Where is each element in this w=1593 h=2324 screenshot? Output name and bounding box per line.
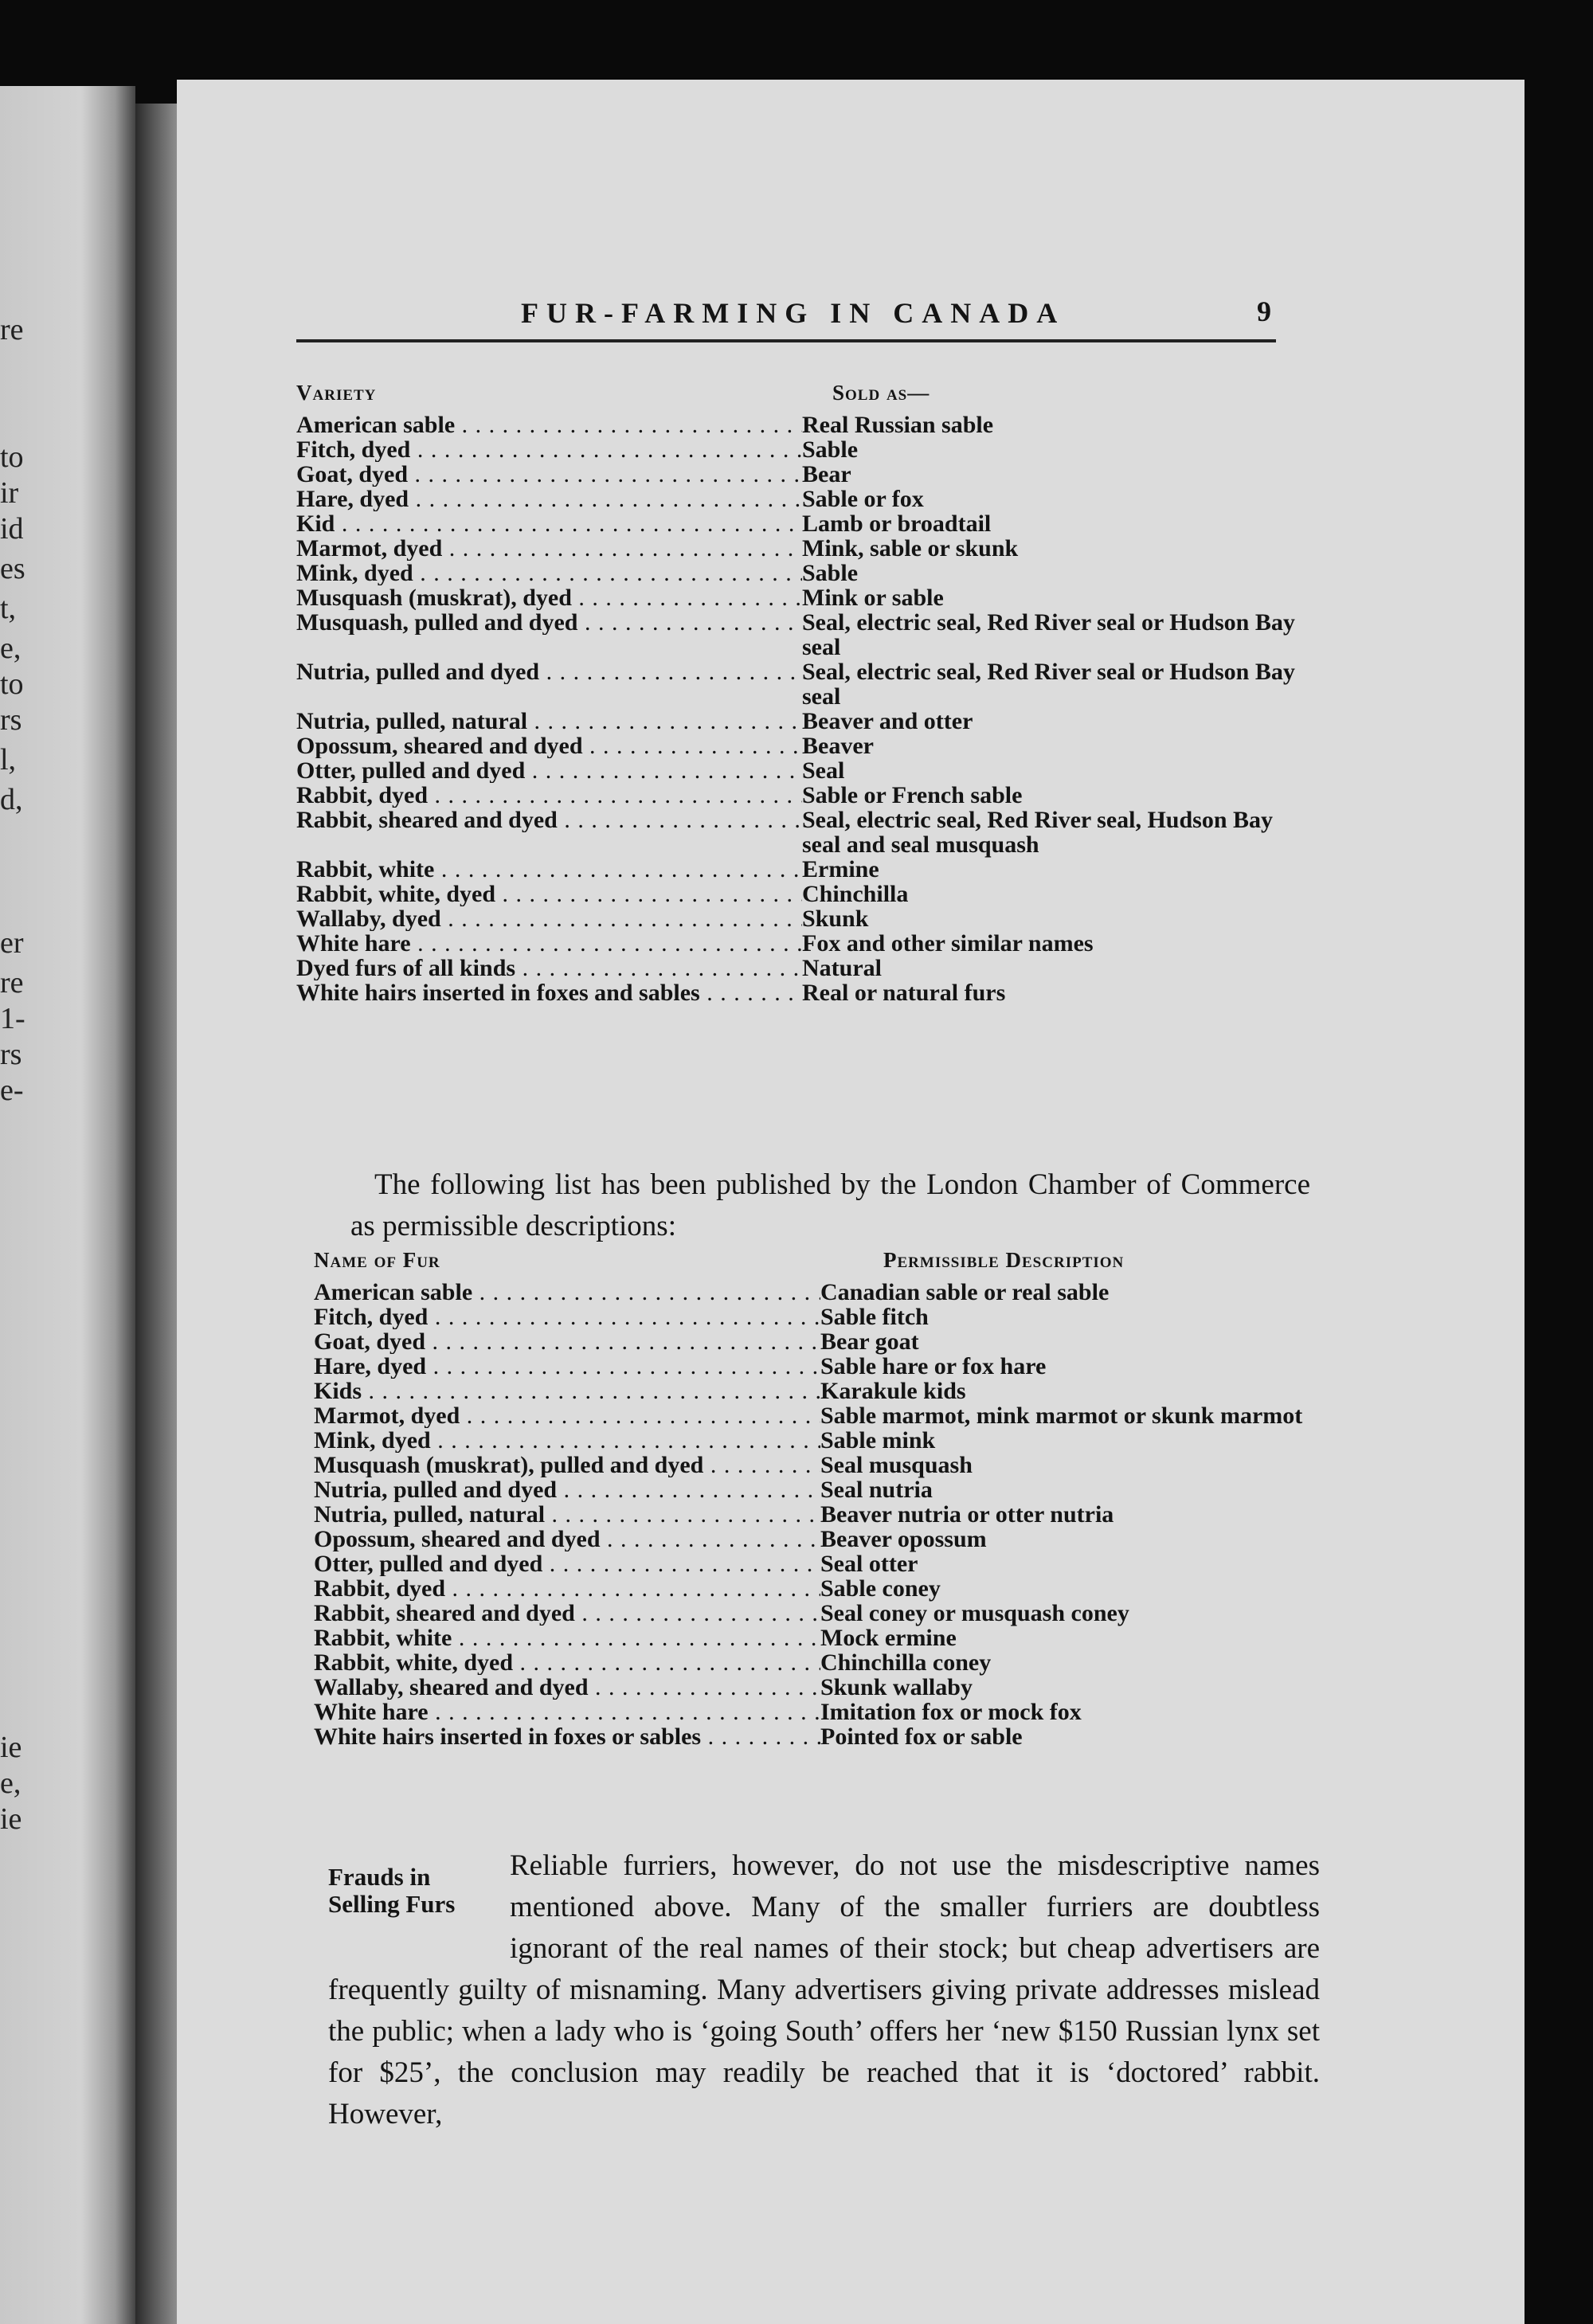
- fur-name-cell: Rabbit, white, dyed . . .: [296, 882, 802, 906]
- fur-name-cell: Marmot, dyed . . .: [296, 536, 802, 561]
- description-cell: Ermine: [802, 856, 879, 882]
- description-cell: Sable coney: [820, 1575, 941, 1602]
- description-cell: Real or natural furs: [802, 980, 1006, 1006]
- facing-page-text-fragment: l,: [0, 743, 17, 777]
- fur-name-cell: Goat, dyed . . .: [314, 1329, 820, 1354]
- facing-page-text-fragment: 1-: [0, 1002, 25, 1035]
- table-header: [314, 1248, 1317, 1280]
- facing-page-text-fragment: ir: [0, 476, 19, 510]
- facing-page-text-fragment: er: [0, 926, 24, 960]
- description-cell: Beaver and otter: [802, 708, 973, 734]
- facing-page-text-fragment: rs: [0, 703, 22, 737]
- frauds-paragraph-text: Reliable furriers, however, do not use the misdescriptive names mentioned above. Many of the smaller furriers are doubtless ignorant of the real names of their stock; but cheap advertisers are frequently guilty of misnaming. Many advertisers giving private addresses mislead the public; when a lady who is ‘going South’ offers her ‘new $150 Russian lynx set for $25’, the conclusion may readily be reached that it is ‘doctored’ rabbit. However,: [328, 1849, 1320, 2130]
- table-row: [314, 1527, 1317, 1551]
- fur-name-cell: Marmot, dyed . . .: [314, 1403, 820, 1428]
- description-cell: Skunk wallaby: [820, 1674, 973, 1700]
- description-cell: Seal: [802, 757, 845, 784]
- description-cell: Beaver opossum: [820, 1526, 987, 1552]
- fur-name-cell: Musquash (muskrat), pulled and dyed . . .: [314, 1453, 820, 1477]
- table-row: [314, 1502, 1317, 1527]
- description-cell: Sable fitch: [820, 1304, 929, 1330]
- description-cell: Mock ermine: [820, 1625, 957, 1651]
- fur-name-cell: White hairs inserted in foxes and sables . . .: [296, 980, 802, 1005]
- fur-name-cell: Wallaby, dyed . . .: [296, 906, 802, 931]
- description-cell: Beaver: [802, 733, 874, 759]
- facing-page-text-fragment: e,: [0, 632, 22, 665]
- table-row: [314, 1551, 1317, 1576]
- fur-name-cell: Rabbit, sheared and dyed . . .: [296, 808, 802, 832]
- description-cell: Bear goat: [820, 1328, 919, 1355]
- table-row: [296, 585, 1308, 610]
- description-cell: Seal nutria: [820, 1477, 933, 1503]
- table-body: [296, 413, 1308, 1005]
- table-row: [314, 1403, 1317, 1428]
- table-row: [296, 906, 1308, 931]
- facing-page-text-fragment: re: [0, 966, 24, 1000]
- table-row: [296, 610, 1308, 659]
- permissible-description-column-header: Permissible Description: [883, 1248, 1125, 1272]
- fur-name-cell: American sable . . .: [314, 1280, 820, 1305]
- description-cell: Sable mink: [820, 1427, 936, 1453]
- fur-name-cell: Mink, dyed . . .: [314, 1428, 820, 1453]
- table-row: [314, 1576, 1317, 1601]
- table-row: [296, 561, 1308, 585]
- table-row: [296, 808, 1308, 857]
- description-cell: Mink or sable: [802, 585, 944, 611]
- fur-name-cell: Rabbit, white, dyed . . .: [314, 1650, 820, 1675]
- description-cell: Imitation fox or mock fox: [820, 1699, 1082, 1725]
- table-row: [296, 437, 1308, 462]
- description-cell: Sable or French sable: [802, 782, 1023, 808]
- description-cell: Seal musquash: [820, 1452, 973, 1478]
- intro-paragraph: The following list has been published by the London Chamber of Commerce as permissible descriptions:: [350, 1168, 1310, 1242]
- table-row: [296, 462, 1308, 487]
- table-row: [314, 1650, 1317, 1675]
- description-cell: Seal, electric seal, Red River seal or Hudson Bay seal: [802, 609, 1295, 660]
- fur-name-cell: Otter, pulled and dyed . . .: [314, 1551, 820, 1576]
- fur-name-cell: Nutria, pulled and dyed . . .: [296, 659, 802, 684]
- fur-name-cell: White hare . . .: [314, 1700, 820, 1724]
- description-cell: Skunk: [802, 906, 869, 932]
- table-row: [314, 1305, 1317, 1329]
- description-cell: Seal otter: [820, 1551, 918, 1577]
- table-row: [296, 709, 1308, 734]
- facing-page-text-fragment: re: [0, 313, 24, 346]
- fur-name-cell: Mink, dyed . . .: [296, 561, 802, 585]
- description-cell: Seal, electric seal, Red River seal or Hudson Bay seal: [802, 659, 1295, 710]
- facing-page-text-fragment: e-: [0, 1074, 24, 1107]
- table-row: [314, 1700, 1317, 1724]
- fur-name-cell: Otter, pulled and dyed . . .: [296, 758, 802, 783]
- facing-page-text-fragment: rs: [0, 1038, 22, 1071]
- table-row: [296, 783, 1308, 808]
- table-row: [296, 487, 1308, 511]
- fur-name-cell: Nutria, pulled and dyed . . .: [314, 1477, 820, 1502]
- fur-name-cell: Fitch, dyed . . .: [296, 437, 802, 462]
- description-cell: Seal, electric seal, Red River seal, Hudson Bay seal and seal musquash: [802, 807, 1274, 858]
- variety-column-header: Variety: [296, 381, 377, 405]
- table-row: [296, 413, 1308, 437]
- side-heading-line: Selling Furs: [328, 1890, 456, 1918]
- fur-name-cell: Rabbit, dyed . . .: [314, 1576, 820, 1601]
- table-row: [314, 1601, 1317, 1626]
- fur-name-cell: Kids . . .: [314, 1379, 820, 1403]
- left-page-edge: [0, 86, 135, 2324]
- table-row: [296, 536, 1308, 561]
- description-cell: Chinchilla coney: [820, 1649, 992, 1676]
- description-cell: Natural: [802, 955, 882, 981]
- fur-name-cell: Goat, dyed . . .: [296, 462, 802, 487]
- description-cell: Sable: [802, 560, 859, 586]
- side-heading-gutter: [328, 1845, 510, 1970]
- description-cell: Beaver nutria or otter nutria: [820, 1501, 1114, 1528]
- table-row: [314, 1354, 1317, 1379]
- running-title: FUR-FARMING IN CANADA: [521, 297, 1066, 329]
- fur-name-cell: Opossum, sheared and dyed . . .: [296, 734, 802, 758]
- fur-name-cell: Dyed furs of all kinds . . .: [296, 956, 802, 980]
- fur-name-cell: Rabbit, white . . .: [314, 1626, 820, 1650]
- description-cell: Sable marmot, mink marmot or skunk marmot: [820, 1403, 1303, 1429]
- fur-name-cell: Hare, dyed . . .: [296, 487, 802, 511]
- table-row: [296, 980, 1308, 1005]
- table-header: [296, 381, 1308, 413]
- fur-name-cell: Nutria, pulled, natural . . .: [296, 709, 802, 734]
- description-cell: Canadian sable or real sable: [820, 1279, 1110, 1305]
- table-row: [314, 1329, 1317, 1354]
- book-spine-shadow: [135, 104, 183, 2324]
- table-row: [314, 1675, 1317, 1700]
- fur-name-cell: White hairs inserted in foxes or sables . . .: [314, 1724, 820, 1749]
- fur-name-cell: Opossum, sheared and dyed . . .: [314, 1527, 820, 1551]
- description-cell: Mink, sable or skunk: [802, 535, 1019, 561]
- table-row: [314, 1724, 1317, 1749]
- table-row: [296, 758, 1308, 783]
- description-cell: Bear: [802, 461, 851, 487]
- description-cell: Karakule kids: [820, 1378, 966, 1404]
- fur-name-cell: Rabbit, sheared and dyed . . .: [314, 1601, 820, 1626]
- frauds-paragraph: [328, 1845, 1320, 2135]
- name-of-fur-column-header: Name of Fur: [314, 1248, 440, 1272]
- description-cell: Lamb or broadtail: [802, 511, 992, 537]
- table-row: [296, 931, 1308, 956]
- side-heading-line: Frauds in: [328, 1863, 431, 1891]
- table-row: [314, 1453, 1317, 1477]
- table-row: [296, 857, 1308, 882]
- facing-page-text-fragment: to: [0, 440, 24, 474]
- fur-name-cell: Kid . . .: [296, 511, 802, 536]
- table-row: [314, 1280, 1317, 1305]
- description-cell: Sable or fox: [802, 486, 924, 512]
- table-row: [296, 511, 1308, 536]
- facing-page-text-fragment: to: [0, 667, 24, 701]
- fur-name-cell: White hare . . .: [296, 931, 802, 956]
- description-cell: Chinchilla: [802, 881, 909, 907]
- table-row: [296, 659, 1308, 709]
- table-row: [314, 1477, 1317, 1502]
- facing-page-text-fragment: ie: [0, 1731, 22, 1764]
- permissible-description-table: [314, 1248, 1317, 1749]
- sold-as-column-header: Sold as—: [832, 381, 930, 405]
- fur-name-cell: Nutria, pulled, natural . . .: [314, 1502, 820, 1527]
- page-number: 9: [1257, 295, 1271, 327]
- fur-name-cell: American sable . . .: [296, 413, 802, 437]
- fur-name-cell: Rabbit, white . . .: [296, 857, 802, 882]
- facing-page-text-fragment: id: [0, 512, 24, 546]
- table-row: [296, 882, 1308, 906]
- table-row: [296, 956, 1308, 980]
- facing-page-text-fragment: ie: [0, 1802, 22, 1836]
- fur-name-cell: Hare, dyed . . .: [314, 1354, 820, 1379]
- facing-page-text-fragment: t,: [0, 592, 17, 625]
- table-row: [314, 1379, 1317, 1403]
- running-header: [296, 296, 1276, 342]
- fur-name-cell: Rabbit, dyed . . .: [296, 783, 802, 808]
- fur-name-cell: Fitch, dyed . . .: [314, 1305, 820, 1329]
- fur-name-cell: Musquash (muskrat), dyed . . .: [296, 585, 802, 610]
- table-row: [314, 1626, 1317, 1650]
- fur-name-cell: Musquash, pulled and dyed . . .: [296, 610, 802, 635]
- table-row: [296, 734, 1308, 758]
- facing-page-text-fragment: es: [0, 552, 25, 585]
- description-cell: Sable hare or fox hare: [820, 1353, 1047, 1379]
- fur-name-cell: Wallaby, sheared and dyed . . .: [314, 1675, 820, 1700]
- facing-page-text-fragment: e,: [0, 1766, 22, 1800]
- book-page: [177, 80, 1525, 2324]
- description-cell: Fox and other similar names: [802, 930, 1094, 957]
- table-body: [314, 1280, 1317, 1749]
- facing-page-text-fragment: d,: [0, 783, 23, 816]
- description-cell: Seal coney or musquash coney: [820, 1600, 1129, 1626]
- description-cell: Sable: [802, 436, 859, 463]
- description-cell: Pointed fox or sable: [820, 1723, 1023, 1750]
- table-row: [314, 1428, 1317, 1453]
- description-cell: Real Russian sable: [802, 412, 994, 438]
- sold-as-table: [296, 381, 1308, 1005]
